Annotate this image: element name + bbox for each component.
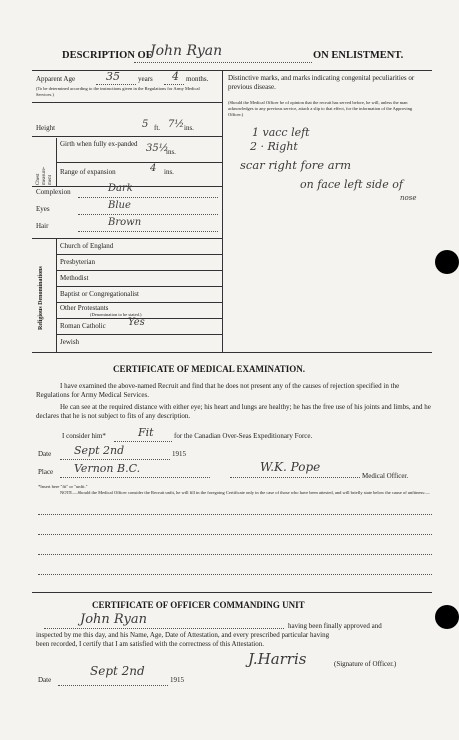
title-right: ON ENLISTMENT. bbox=[313, 50, 404, 61]
unfit-cause-line bbox=[38, 534, 432, 535]
officer-date-hw: Sept 2nd bbox=[90, 664, 145, 678]
unfit-cause-line bbox=[38, 514, 432, 515]
consider-label: I consider him* bbox=[62, 432, 106, 440]
rc-mark-hw: Yes bbox=[128, 317, 145, 328]
religion-bottom-rule bbox=[32, 352, 432, 353]
marks-note: (Should the Medical Officer be of opinion that the recruit has served before, he will, unless the man acknowledges to any previous service, attach a slip to that effect, for the information of the Approving Officer.) bbox=[228, 100, 413, 117]
officer-date-line bbox=[58, 685, 168, 686]
officer-signature-hw: J.Harris bbox=[248, 650, 307, 668]
marks-hw-line: 2 · Right bbox=[250, 140, 298, 153]
hair-value-hw: Brown bbox=[108, 217, 142, 228]
religion-item: Methodist bbox=[60, 274, 89, 282]
consider-value-hw: Fit bbox=[138, 426, 154, 439]
years-label: years bbox=[138, 75, 153, 83]
top-rule bbox=[32, 70, 432, 71]
marks-heading: Distinctive marks, and marks indicating congenital peculiarities or previous disease. bbox=[228, 74, 415, 91]
officer-date-label: Date bbox=[38, 676, 52, 684]
complexion-value-hw: Dark bbox=[108, 183, 133, 194]
height-label: Height bbox=[36, 124, 56, 132]
officer-name-hw: John Ryan bbox=[80, 612, 147, 627]
binder-hole-bottom bbox=[435, 605, 459, 629]
officer-year: 1915 bbox=[170, 676, 184, 684]
marks-hw-line: scar right fore arm bbox=[240, 158, 351, 172]
medical-date-label: Date bbox=[38, 450, 52, 458]
hair-line bbox=[78, 231, 218, 232]
religion-item: Other Protestants bbox=[60, 304, 109, 312]
officer-sig-label: (Signature of Officer.) bbox=[334, 660, 397, 668]
title-left: DESCRIPTION OF bbox=[62, 50, 153, 61]
column-divider bbox=[222, 70, 223, 352]
medical-year: 1915 bbox=[172, 450, 186, 458]
religion-rule bbox=[56, 334, 222, 335]
months-label: months. bbox=[186, 75, 209, 83]
girth-label: Girth when fully ex-panded bbox=[60, 140, 138, 148]
apparent-age-label: Apparent Age bbox=[36, 75, 76, 83]
religion-item: Roman Catholic bbox=[60, 322, 106, 330]
marks-hw-line: on face left side of bbox=[300, 178, 403, 191]
religion-rule bbox=[56, 254, 222, 255]
religion-item: Baptist or Congregationalist bbox=[60, 290, 139, 298]
age-note: (To be determined according to the instructions given in the Regulations for Army Medical Services.) bbox=[36, 86, 200, 97]
range-label: Range of expansion bbox=[60, 168, 116, 176]
marks-hw-line: nose bbox=[400, 194, 417, 202]
officer-text3: been recorded, I certify that I am satisfied with the correctness of this Attestation. bbox=[36, 640, 265, 648]
religion-rule bbox=[56, 286, 222, 287]
religion-rule bbox=[56, 270, 222, 271]
medical-para1: I have examined the above-named Recruit and find that he does not present any of the causes of rejection specified in the Regulations for Army Medical Services. bbox=[36, 382, 400, 399]
officer-text2: inspected by me this day, and his Name, Age, Date of Attestation, and every prescribed particular having bbox=[36, 631, 330, 639]
girth-value-hw: 35½ bbox=[146, 143, 169, 154]
binder-hole-top bbox=[435, 250, 459, 274]
religion-rule bbox=[56, 302, 222, 303]
hair-rule bbox=[32, 238, 222, 239]
medical-footnote: *Insert here "fit" or "unfit." bbox=[38, 484, 88, 489]
religion-item: Jewish bbox=[60, 338, 80, 346]
officer-text1: having been finally approved and bbox=[288, 622, 382, 630]
age-rule bbox=[32, 102, 222, 103]
name-line bbox=[134, 62, 312, 63]
age-years-line bbox=[96, 84, 136, 85]
medical-date-line bbox=[60, 459, 170, 460]
complexion-line bbox=[78, 197, 218, 198]
eyes-value-hw: Blue bbox=[108, 200, 131, 211]
eyes-label: Eyes bbox=[36, 205, 50, 213]
medical-officer-label: Medical Officer. bbox=[362, 472, 409, 480]
place-label: Place bbox=[38, 468, 54, 476]
complexion-label: Complexion bbox=[36, 188, 71, 196]
unfit-cause-line bbox=[38, 574, 432, 575]
marks-hw-line: 1 vacc left bbox=[252, 126, 310, 139]
place-line bbox=[60, 477, 210, 478]
medical-note: NOTE.—Should the Medical Officer consider the Recruit unfit, he will fill in the foregoing Certificate only in the case of those who have been attested, and will briefly state below the cause of unfitness:— bbox=[60, 490, 430, 495]
recruit-name-hw: John Ryan bbox=[150, 43, 223, 59]
place-value-hw: Vernon B.C. bbox=[74, 462, 141, 475]
height-ins-hw: 7½ bbox=[168, 119, 185, 130]
height-rule bbox=[32, 136, 222, 137]
hair-label: Hair bbox=[36, 222, 49, 230]
officer-heading: CERTIFICATE OF OFFICER COMMANDING UNIT bbox=[92, 600, 305, 610]
protestant-note: (Denomination to be stated.) bbox=[90, 312, 142, 317]
unfit-cause-line bbox=[38, 554, 432, 555]
medical-signature-hw: W.K. Pope bbox=[260, 460, 321, 474]
medical-date-hw: Sept 2nd bbox=[74, 444, 125, 457]
ft-label: ft. bbox=[154, 124, 161, 132]
height-ft-hw: 5 bbox=[142, 119, 149, 130]
age-months-line bbox=[164, 84, 184, 85]
religion-item: Presbyterian bbox=[60, 258, 95, 266]
girth-ins-label: ins. bbox=[166, 148, 176, 156]
range-value-hw: 4 bbox=[150, 163, 157, 174]
consider-tail: for the Canadian Over-Seas Expeditionary Force. bbox=[174, 432, 313, 440]
age-months-hw: 4 bbox=[172, 70, 179, 83]
religion-label: Religious Denominations bbox=[38, 266, 44, 330]
officer-name-line bbox=[44, 628, 284, 629]
section-rule bbox=[32, 592, 432, 593]
chest-label: Chest measure-ment bbox=[36, 166, 53, 185]
age-years-hw: 35 bbox=[106, 70, 120, 83]
religion-item: Church of England bbox=[60, 242, 114, 250]
ins-label: ins. bbox=[184, 124, 194, 132]
consider-line bbox=[114, 441, 172, 442]
medical-para2: He can see at the required distance with either eye; his heart and lungs are healthy; he has the free use of his joints and limbs, and he declares that he is not subject to fits of any description. bbox=[36, 403, 431, 420]
range-ins-label: ins. bbox=[164, 168, 174, 176]
medical-sig-line bbox=[230, 477, 360, 478]
girth-rule bbox=[56, 162, 222, 163]
medical-heading: CERTIFICATE OF MEDICAL EXAMINATION. bbox=[113, 364, 306, 374]
eyes-line bbox=[78, 214, 218, 215]
